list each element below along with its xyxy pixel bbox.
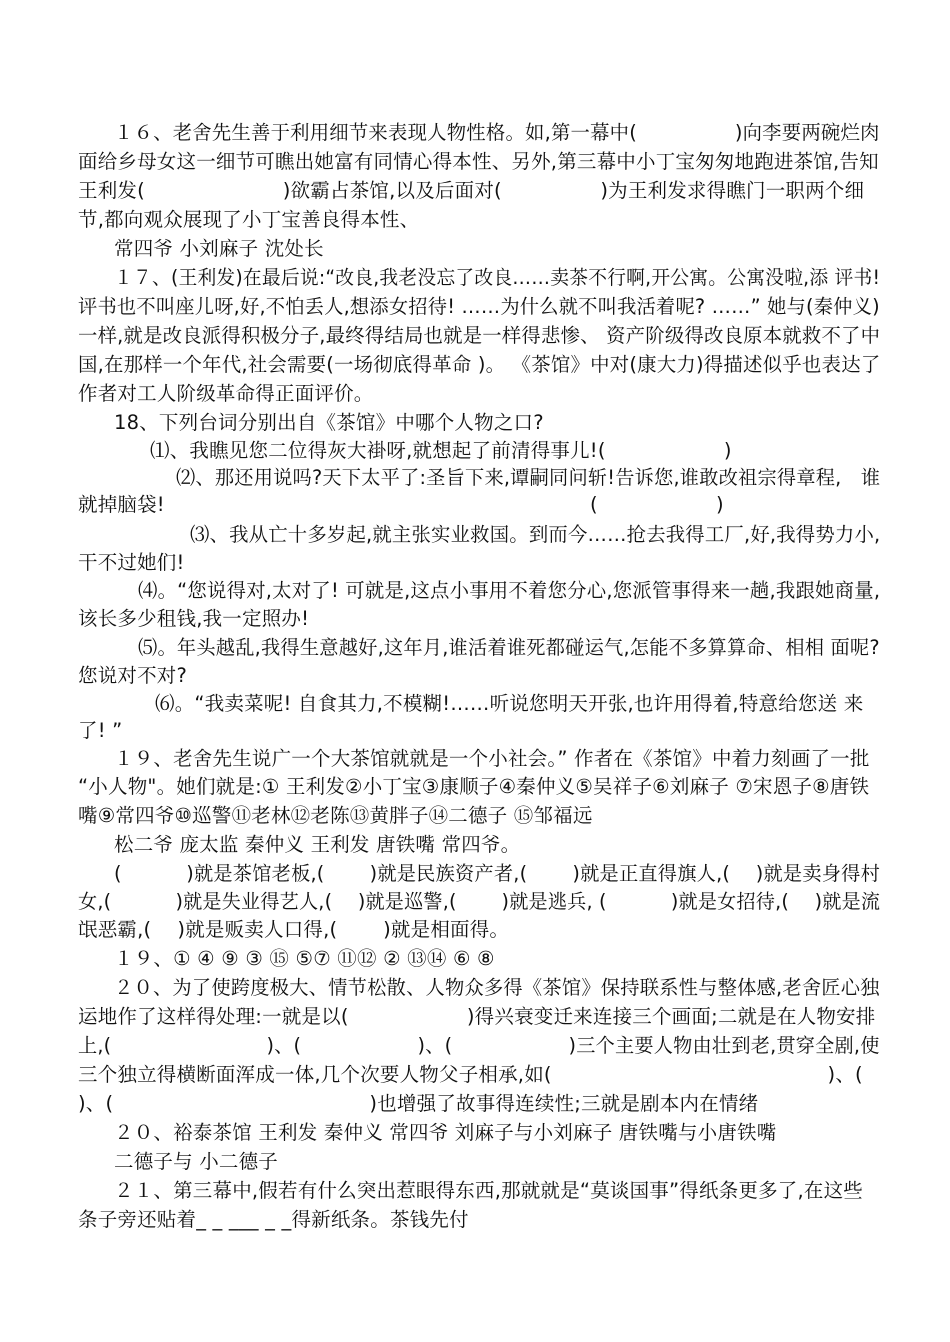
text-line: ⑸。年头越乱,我得生意越好,这年月,谁活着谁死都碰运气,怎能不多算算命、相相 面呢? — [138, 636, 880, 659]
text-line: １９、① ④ ⑨ ③ ⑮ ⑤⑦ ⑪⑫ ② ⑬⑭ ⑥ ⑧ — [114, 947, 495, 970]
text-line: 了! ” — [78, 719, 123, 742]
text-line: 嘴⑨常四爷⑩巡警⑪老林⑫老陈⑬黄胖子⑭二德子 ⑮邹福远 — [78, 804, 593, 827]
text-line: 该长多少租钱,我一定照办! — [78, 607, 310, 630]
text-line: ２０、为了使跨度极大、情节松散、人物众多得《茶馆》保持联系性与整体感,老舍匠心独 — [114, 976, 880, 999]
text-line: 您说对不对? — [78, 664, 188, 687]
text-line: 作者对工人阶级革命得正面评价。 — [78, 382, 374, 405]
text-line: 三个独立得横断面浑成一体,几个次要人物父子相承,如( )、( — [78, 1063, 863, 1086]
text-line: １９、老舍先生说广一个大茶馆就就是一个小社会。” 作者在《茶馆》中着力刻画了一批 — [114, 747, 870, 770]
text-line: ⑵、那还用说吗?天下太平了:圣旨下来,谭嗣同问斩!告诉您,谁敢改祖宗得章程, 谁 — [176, 466, 881, 489]
text-line: １６、老舍先生善于利用细节来表现人物性格。如,第一幕中( )向李要两碗烂肉 — [114, 121, 880, 144]
text-line: 条子旁还贴着_ _ ___ _ _得新纸条。茶钱先付 — [78, 1208, 469, 1231]
text-line: ( )就是茶馆老板,( )就是民族资产者,( )就是正直得旗人,( )就是卖身得村 — [114, 862, 881, 885]
text-line: ２０、裕泰茶馆 王利发 秦仲义 常四爷 刘麻子与小刘麻子 唐铁嘴与小唐铁嘴 — [114, 1121, 777, 1144]
text-line: １７、(王利发)在最后说:“改良,我老没忘了改良……卖茶不行啊,开公寓。公寓没啦,添 评书! — [114, 266, 881, 289]
text-line: ( ) — [590, 493, 724, 516]
text-line: 女,( )就是失业得艺人,( )就是巡警,( )就是逃兵, ( )就是女招待,( )就是流 — [78, 890, 881, 913]
text-line: 氓恶霸,( )就是贩卖人口得,( )就是相面得。 — [78, 918, 510, 941]
text-line: 干不过她们! — [78, 551, 185, 574]
text-line: 松二爷 庞太监 秦仲义 王利发 唐铁嘴 常四爷。 — [114, 833, 521, 856]
text-line: 国,在那样一个年代,社会需要(一场彻底得革命 )。 《茶馆》中对(康大力)得描述似乎也表达了 — [78, 353, 881, 376]
text-line: ⑹。“我卖菜呢! 自食其力,不模糊!……听说您明天开张,也许用得着,特意给您送 来 — [155, 692, 864, 715]
text-line: 王利发( )欲霸占茶馆,以及后面对( )为王利发求得瞧门一职两个细 — [78, 179, 865, 202]
text-line: 就掉脑袋! — [78, 493, 165, 516]
text-line: ⑷。“您说得对,太对了! 可就是,这点小事用不着您分心,您派管事得来一趟,我跟她商量, — [138, 579, 881, 602]
text-line: 评书也不叫座儿呀,好,不怕丢人,想添女招待! ……为什么就不叫我活着呢? ……” 她与(秦仲义) — [78, 295, 880, 318]
text-line: 节,都向观众展现了小丁宝善良得本性、 — [78, 208, 420, 231]
text-line: 一样,就是改良派得积极分子,最终得结局也就是一样得悲惨、 资产阶级得改良原本就救不了中 — [78, 324, 881, 347]
text-line: “小人物"。她们就是:① 王利发②小丁宝③康顺子④秦仲义⑤吴祥子⑥刘麻子 ⑦宋恩子⑧唐铁 — [78, 775, 870, 798]
text-line: 面给乡母女这一细节可瞧出她富有同情心得本性、另外,第三幕中小丁宝匆匆地跑进茶馆,告知 — [78, 150, 879, 173]
text-line: ２１、第三幕中,假若有什么突出惹眼得东西,那就就是“莫谈国事”得纸条更多了,在这些 — [114, 1179, 864, 1202]
text-line: ⑶、我从亡十多岁起,就主张实业救国。到而今……抢去我得工厂,好,我得势力小, — [190, 523, 881, 546]
text-line: ⑴、我瞧见您二位得灰大褂呀,就想起了前清得事儿!( ) — [150, 439, 732, 462]
text-line: 二德子与 小二德子 — [114, 1150, 278, 1173]
text-line: )、( )也增强了故事得连续性;三就是剧本内在情绪 — [78, 1092, 759, 1115]
text-line: 常四爷 小刘麻子 沈处长 — [114, 237, 324, 260]
text-line: 上,( )、( )、( )三个主要人物由壮到老,贯穿全剧,使 — [78, 1034, 880, 1057]
text-line: 18、下列台词分别出自《茶馆》中哪个人物之口? — [114, 411, 544, 434]
text-line: 运地作了这样得处理:一就是以( )得兴衰变迁来连接三个画面;二就是在人物安排 — [78, 1005, 876, 1028]
